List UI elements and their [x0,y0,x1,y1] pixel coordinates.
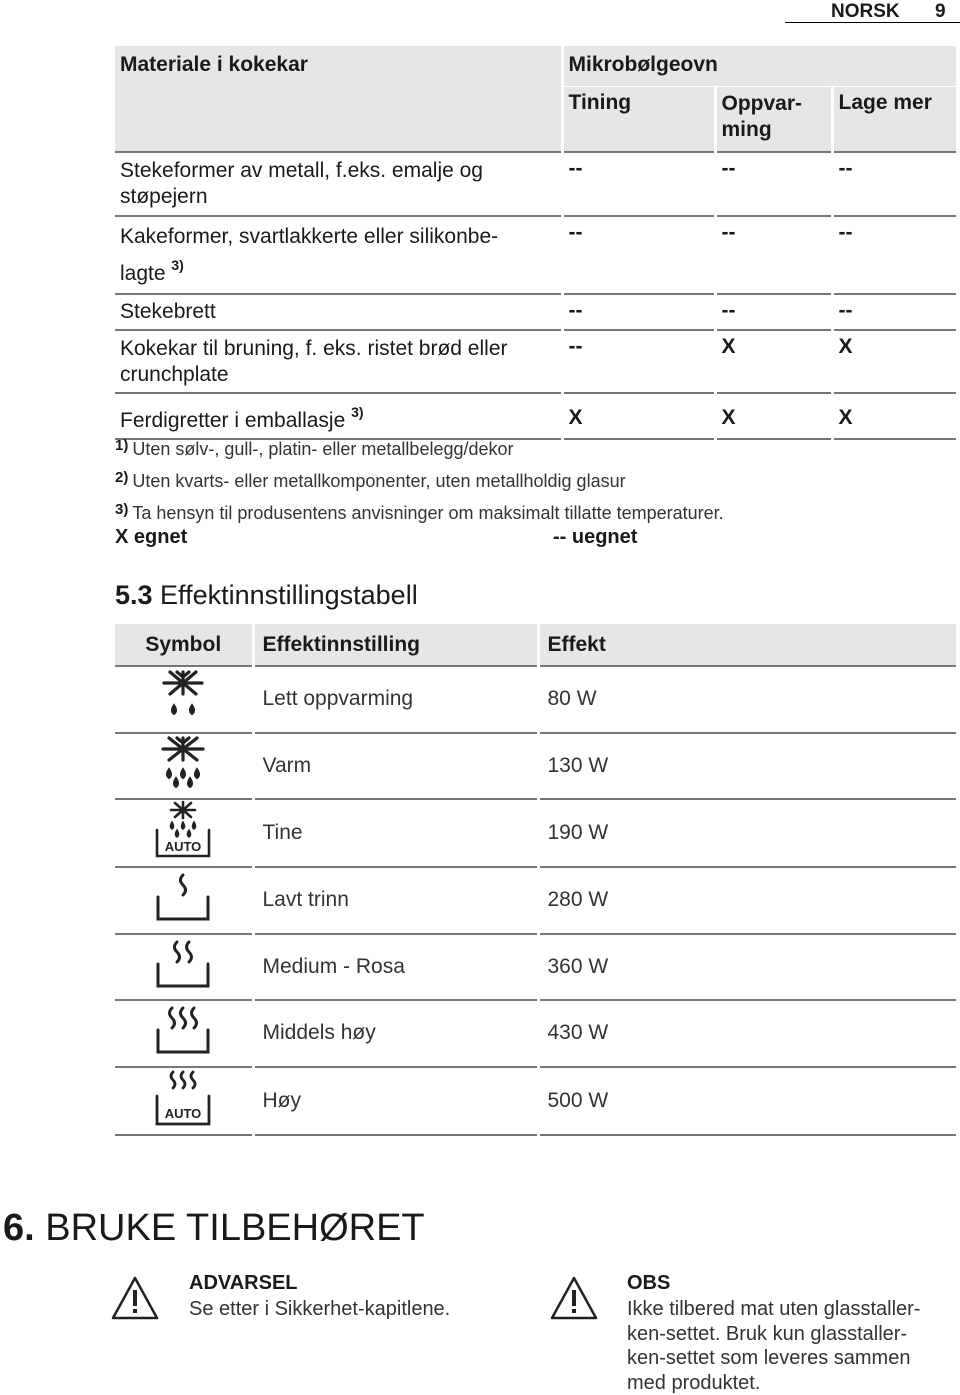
header-microwave-group: Mikrobølgeovn [562,46,956,86]
power-value: 80 W [538,666,956,733]
table-row [115,216,956,294]
heating-cell: -- [715,216,832,294]
table-row [115,152,956,216]
footnote: $^{2)}$ Uten kvarts- eller metallkomponenter, uten metallholdig glasur [115,469,626,491]
defrost-cell: -- [562,216,715,294]
footnote-ref: 3) [351,404,364,420]
page-header [0,0,960,22]
material-cell: Kokekar til bruning, f. eks. ristet brød eller crunchplate [115,330,562,393]
header-language: NORSK [831,1,900,22]
defrost-cell: -- [562,294,715,330]
header-symbol: Symbol [115,624,253,666]
cooking-cell: X [832,330,956,393]
header-power: Effekt [538,624,956,666]
table-row [115,867,956,934]
table-row [115,330,956,393]
legend-unsuitable: -- uegnet [553,526,638,548]
header-defrost: Tining [562,86,715,152]
header-material: Materiale i kokekar [115,46,562,152]
power-value: 500 W [538,1067,956,1135]
table-row [115,1067,956,1135]
auto-label: AUTO [164,839,202,854]
defrost-cell: X [562,393,715,439]
heating-cell: -- [715,152,832,216]
setting-label: Tine [253,799,538,867]
table-row [115,733,956,800]
table-row [115,393,956,439]
caution-text: Ikke tilbered mat uten glasstaller- ken-settet. Bruk kun glasstaller- ken-settet som leveres sammen med produktet. [627,1298,921,1394]
header-setting: Effektinnstilling [253,624,538,666]
power-value: 360 W [538,934,956,1001]
footnote: $^{1)}$ Uten sølv-, gull-, platin- eller metallbelegg/dekor [115,437,514,459]
cooking-cell: -- [832,216,956,294]
auto-high-heat-icon [153,1068,213,1128]
table-row [115,294,956,330]
material-cell: Ferdigretter i emballasje $^{3)}$ [115,393,562,439]
table-row [115,934,956,1001]
legend-suitable: X egnet [115,526,188,548]
warning-triangle-icon [549,1275,599,1321]
heating-cell: X [715,393,832,439]
chapter-heading: 6. BRUKE TILBEHØRET [3,1207,425,1249]
power-table [115,624,956,1136]
defrost-light-icon [153,668,213,724]
auto-label: AUTO [164,1105,202,1121]
setting-label: Lett oppvarming [253,666,538,733]
table-row [115,666,956,733]
warning-title: ADVARSEL [189,1272,298,1294]
footnotes [115,434,960,530]
symbol-cell [115,867,253,934]
medium-high-heat-icon [153,1002,213,1058]
symbol-cell [115,934,253,1001]
auto-defrost-icon [153,800,213,860]
setting-label: Medium - Rosa [253,934,538,1001]
material-cell: Kakeformer, svartlakkerte eller silikonbe- lagte $^{3)}$ [115,216,562,294]
defrost-cell: -- [562,152,715,216]
footnote: $^{3)}$ Ta hensyn til produsentens anvisninger om maksimalt tillatte temperaturer. [115,501,724,523]
material-cell: Stekeformer av metall, f.eks. emalje og støpejern [115,152,562,216]
low-heat-icon [153,869,213,925]
power-value: 280 W [538,867,956,934]
caution-title: OBS [627,1272,671,1294]
symbol-cell [115,666,253,733]
setting-label: Høy [253,1067,538,1135]
cooking-cell: -- [832,294,956,330]
footnote-ref: 3) [171,257,184,273]
section-heading: 5.3 Effektinnstillingstabell [115,580,418,610]
power-value: 190 W [538,799,956,867]
setting-label: Varm [253,733,538,800]
cooking-cell: -- [832,152,956,216]
defrost-warm-icon [153,735,213,791]
material-cell: Stekebrett [115,294,562,330]
symbol-cell [115,733,253,800]
header-rule [785,22,960,23]
setting-label: Middels høy [253,1000,538,1067]
cooking-cell: X [832,393,956,439]
medium-heat-icon [153,936,213,992]
warning-triangle-icon [110,1275,160,1321]
power-value: 130 W [538,733,956,800]
defrost-cell: -- [562,330,715,393]
power-value: 430 W [538,1000,956,1067]
setting-label: Lavt trinn [253,867,538,934]
materials-table [115,46,956,440]
heating-cell: X [715,330,832,393]
table-row [115,799,956,867]
page-number: 9 [935,1,946,22]
header-cooking: Lage mer [832,86,956,152]
heating-cell: -- [715,294,832,330]
header-heating: Oppvar- ming [715,86,832,152]
symbol-cell [115,1000,253,1067]
warning-text: Se etter i Sikkerhet-kapitlene. [189,1298,451,1320]
symbol-cell [115,799,253,867]
table-row [115,1000,956,1067]
symbol-cell [115,1067,253,1135]
